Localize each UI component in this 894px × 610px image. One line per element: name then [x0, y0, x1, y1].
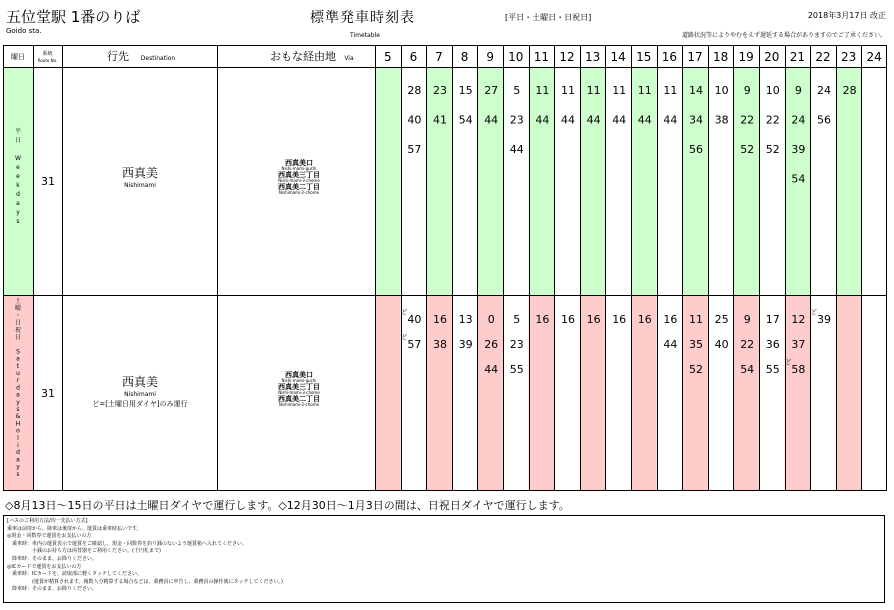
weekday-departure-minute: 24 — [817, 84, 831, 97]
holiday-via-stop-en: Nishimami-2-chome — [278, 402, 320, 407]
weekday-departure-minute: 34 — [689, 113, 703, 127]
weekday-departure-minute: 11 — [586, 84, 601, 97]
weekday-departure-minute: 44 — [535, 113, 550, 127]
page-title: 標準発車時刻表 — [310, 10, 415, 26]
holiday-day-label-char: i — [17, 442, 19, 449]
weekday-hour-highlight — [477, 67, 503, 295]
page-subtitle: Timetable — [350, 32, 380, 39]
usage-info-line: (運賃が精算されます。複数人分精算する場合などは、乗務員に申告し、乗務員の操作後にタッチしてください。) — [7, 578, 284, 585]
holiday-departure-mark: ど — [810, 309, 818, 316]
weekday-departure-minute: 15 — [458, 84, 473, 97]
weekday-departure-minute: 11 — [561, 84, 575, 97]
holiday-hour-highlight — [836, 295, 862, 491]
weekday-departure-minute: 54 — [791, 172, 806, 186]
weekday-departure-minute: 40 — [407, 113, 422, 127]
weekday-departure-minute: 11 — [612, 84, 627, 97]
holiday-departure-minute: 16 — [433, 313, 447, 326]
holiday-departure-minute: 16 — [535, 313, 550, 326]
weekday-departure-minute: 10 — [714, 84, 729, 97]
weekday-departure-minute: 44 — [561, 113, 575, 127]
header-route-en: Route No. — [37, 58, 58, 63]
weekday-departure-minute: 28 — [407, 84, 422, 97]
hour-header-17: 17 — [687, 50, 703, 64]
holiday-departure-minute: 0 — [487, 313, 495, 326]
weekday-day-label-bg — [3, 67, 33, 295]
holiday-via-stop: 西真美口 — [285, 371, 313, 379]
holiday-day-label-char: H — [15, 420, 21, 428]
holiday-departure-minute: 39 — [458, 338, 473, 351]
holiday-departure-minute: 12 — [791, 313, 806, 326]
holiday-day-label-char: d — [16, 384, 20, 392]
holiday-destination-jp: 西真美 — [121, 375, 159, 389]
holiday-departure-minute: 16 — [637, 313, 652, 326]
weekday-day-label-char: 日 — [14, 137, 22, 144]
hour-header-13: 13 — [584, 50, 601, 64]
hour-header-21: 21 — [789, 50, 806, 64]
weekday-day-label-char: e — [16, 173, 20, 180]
weekday-via-stop: 西真美二丁目 — [278, 183, 320, 191]
weekday-hour-highlight — [733, 67, 759, 295]
weekday-route-number: 31 — [41, 175, 55, 188]
usage-info-box — [3, 515, 885, 603]
header-destination-en: Destination — [140, 55, 176, 62]
holiday-via-stop: 西真美二丁目 — [278, 395, 320, 403]
holiday-departure-minute: 16 — [612, 313, 627, 326]
weekday-via-stop-en: Nishimami-2-chome — [278, 190, 320, 195]
weekday-departure-minute: 39 — [791, 143, 806, 156]
usage-info-line: 乗車時：ICカードを、読取部に軽くタッチしてください。 — [7, 571, 142, 578]
weekday-departure-minute: 5 — [513, 84, 521, 97]
weekday-day-label-char: 平 — [14, 128, 22, 135]
holiday-departure-minute: 44 — [484, 363, 499, 376]
holiday-day-label-char: 日 — [14, 334, 22, 341]
weekday-departure-minute: 44 — [637, 113, 652, 127]
weekday-departure-minute: 44 — [612, 113, 627, 127]
hour-header-20: 20 — [764, 50, 780, 64]
stop-name-romaji: Goido sta. — [6, 27, 42, 35]
weekday-day-label-char: e — [16, 164, 20, 171]
weekday-departure-minute: 54 — [458, 113, 473, 127]
hour-header-11: 11 — [533, 50, 550, 64]
weekday-departure-minute: 11 — [637, 84, 652, 97]
hour-header-19: 19 — [738, 50, 754, 64]
weekday-departure-minute: 52 — [740, 143, 755, 156]
weekday-day-label-char: a — [16, 200, 20, 207]
weekday-departure-minute: 9 — [794, 84, 802, 97]
delay-note: 道路状況等によりやむをえず遅延する場合がありますのでご了承ください。 — [681, 32, 886, 39]
weekday-departure-minute: 27 — [484, 84, 499, 97]
holiday-departure-mark: ど — [401, 309, 408, 316]
day-types-label: [平日・土曜日・日祝日] — [505, 13, 592, 22]
weekday-via-stop-en: Nishi-mami-3-chome — [278, 178, 320, 183]
usage-info-line: 乗車は前扉から、降車は後扉から、運賃は乗車時払いです。 — [7, 525, 142, 532]
hour-header-14: 14 — [610, 50, 626, 64]
hour-header-9: 9 — [486, 50, 495, 64]
holiday-departure-minute: 16 — [586, 313, 601, 326]
weekday-departure-minute: 24 — [791, 113, 806, 127]
weekday-departure-minute: 14 — [689, 84, 703, 97]
holiday-day-label-char: o — [16, 427, 20, 435]
hour-header-22: 22 — [815, 50, 831, 64]
holiday-day-label-char: 日 — [14, 319, 22, 327]
weekday-hour-highlight — [682, 67, 708, 295]
holiday-departure-minute: 55 — [765, 363, 780, 376]
holiday-via-stop-en: Nishi-mami-3-chome — [278, 390, 320, 395]
weekday-day-label-char: s — [16, 218, 20, 225]
weekday-departure-minute: 52 — [765, 143, 780, 156]
hour-header-5: 5 — [383, 50, 392, 64]
holiday-departure-minute: 13 — [458, 313, 473, 326]
holiday-via-stop: 西真美三丁目 — [278, 383, 320, 391]
holiday-day-label-char: & — [15, 413, 21, 421]
holiday-day-label-char: a — [16, 355, 20, 363]
weekday-departure-minute: 56 — [689, 143, 703, 156]
holiday-via-stop-en: Nishi-mami-guchi — [281, 378, 317, 383]
weekday-hour-highlight — [631, 67, 657, 295]
holiday-day-label-char: ・ — [14, 312, 22, 320]
holiday-departure-minute: 25 — [714, 313, 729, 326]
usage-info-line: ◎現金・回数券で運賃をお支払いの方 — [7, 533, 92, 540]
holiday-departure-minute: 38 — [433, 338, 447, 351]
holiday-day-label-char: y — [16, 463, 20, 471]
stop-name: 五位堂駅 1番のりば — [6, 8, 141, 26]
holiday-destination-en: Nishimami — [124, 391, 156, 398]
weekday-departure-minute: 44 — [663, 113, 678, 127]
weekday-departure-minute: 44 — [586, 113, 601, 127]
holiday-hour-highlight — [375, 295, 401, 491]
hour-header-6: 6 — [409, 50, 418, 64]
holiday-day-label-char: 土 — [14, 298, 22, 305]
holiday-departure-minute: 23 — [509, 338, 524, 351]
holiday-departure-minute: 36 — [765, 338, 780, 351]
weekday-via-stop-en: Nishi-mami-guchi — [281, 166, 317, 171]
holiday-departure-minute: 57 — [407, 338, 422, 351]
weekday-day-label-char: y — [16, 209, 20, 216]
holiday-day-label-char: l — [17, 434, 19, 442]
weekday-day-label-char: k — [16, 182, 20, 189]
holiday-departure-minute: 40 — [407, 313, 422, 326]
holiday-day-label-char: t — [16, 362, 20, 370]
weekday-day-label-char: d — [16, 191, 20, 198]
weekday-via-stop: 西真美三丁目 — [278, 171, 320, 179]
holiday-day-label-char: 祝 — [14, 326, 22, 334]
hour-header-23: 23 — [840, 50, 857, 64]
holiday-departure-minute: 37 — [791, 338, 806, 351]
holiday-departure-minute: 58 — [791, 363, 806, 376]
timetable-grid — [3, 45, 887, 491]
hour-header-15: 15 — [636, 50, 652, 64]
weekday-departure-minute: 11 — [535, 84, 550, 97]
weekday-departure-minute: 11 — [663, 84, 678, 97]
header-destination-jp: 行先 — [107, 50, 129, 63]
holiday-day-label-char: s — [16, 406, 20, 413]
weekday-departure-minute: 10 — [765, 84, 780, 97]
usage-info-line: 乗車時：車内の運賃表示で運賃をご確認し、現金・回数券を釣り銭のないよう運賃箱へ入れてください。 — [7, 540, 248, 547]
holiday-departure-minute: 26 — [484, 338, 499, 351]
header-day: 曜日 — [11, 53, 25, 61]
holiday-day-label-char: s — [16, 470, 20, 478]
hour-header-18: 18 — [712, 50, 729, 64]
weekday-departure-minute: 57 — [407, 143, 422, 156]
header-via-en: Via — [344, 55, 354, 62]
weekday-departure-minute: 56 — [817, 113, 831, 127]
holiday-route-number: 31 — [41, 387, 55, 400]
weekday-departure-minute: 28 — [842, 84, 857, 97]
weekday-departure-minute: 22 — [740, 113, 755, 127]
usage-info-line: 降車時：そのまま、お降りください。 — [7, 586, 98, 593]
weekday-via-stop: 西真美口 — [285, 159, 313, 167]
hour-header-7: 7 — [435, 50, 443, 64]
weekday-departure-minute: 22 — [765, 113, 780, 127]
hour-header-24: 24 — [866, 50, 882, 64]
weekday-hour-highlight — [529, 67, 555, 295]
header-via-jp: おもな経由地 — [270, 50, 336, 63]
operation-notice: ◇8月13日～15日の平日は土曜日ダイヤで運行します。◇12月30日～1月3日の間は、日祝日ダイヤで運行します。 — [5, 499, 570, 512]
weekday-departure-minute: 9 — [743, 84, 751, 97]
timetable-svg — [3, 45, 887, 491]
holiday-day-label-char: a — [16, 391, 20, 399]
holiday-day-label-char: 曜 — [14, 305, 22, 313]
weekday-hour-highlight — [426, 67, 452, 295]
usage-info-line: 降車時：そのまま、お降りください。 — [7, 556, 98, 562]
hour-header-8: 8 — [460, 50, 469, 64]
holiday-departure-minute: 22 — [740, 338, 755, 351]
usage-info-line: ◎ICカードで運賃をお支払いの方 — [7, 563, 82, 570]
holiday-day-label-char: a — [16, 456, 20, 464]
holiday-departure-minute: 44 — [663, 338, 678, 351]
holiday-departure-minute: 35 — [689, 338, 703, 351]
holiday-departure-minute: 9 — [743, 313, 751, 326]
usage-info-line: [バスのご利用方法/均一先払い方式] — [7, 518, 88, 524]
usage-info-line: 小銭のお持ち方は両替器をご利用ください。(千円札まで) — [7, 548, 161, 555]
weekday-hour-highlight — [375, 67, 401, 295]
holiday-departure-minute: 5 — [513, 313, 521, 326]
hour-header-16: 16 — [661, 50, 678, 64]
holiday-departure-minute: 55 — [509, 363, 524, 376]
holiday-departure-minute: 54 — [740, 363, 755, 376]
weekday-destination-jp: 西真美 — [121, 166, 159, 180]
holiday-departure-minute: 52 — [689, 363, 703, 376]
weekday-destination-en: Nishimami — [124, 182, 156, 189]
holiday-day-label-char: d — [16, 449, 20, 457]
weekday-departure-minute: 38 — [714, 113, 729, 127]
holiday-departure-mark: ど — [785, 359, 792, 366]
holiday-destination-note: ど=[土曜日用ダイヤ]のみ運行 — [92, 400, 188, 408]
holiday-departure-minute: 40 — [714, 338, 729, 351]
holiday-day-label-char: S — [16, 348, 20, 356]
weekday-departure-minute: 44 — [509, 143, 524, 156]
weekday-hour-highlight — [836, 67, 862, 295]
weekday-departure-minute: 23 — [433, 84, 447, 97]
header-route-jp: 系統 — [42, 51, 53, 57]
weekday-hour-highlight — [580, 67, 606, 295]
holiday-day-label-char: y — [16, 398, 20, 406]
holiday-day-label-char: r — [16, 377, 20, 385]
hour-header-10: 10 — [508, 50, 524, 64]
holiday-departure-minute: 16 — [663, 313, 678, 326]
weekday-departure-minute: 41 — [433, 113, 447, 127]
holiday-departure-minute: 17 — [765, 313, 780, 326]
weekday-departure-minute: 23 — [509, 113, 524, 127]
weekday-departure-minute: 44 — [484, 113, 499, 127]
issue-date: 2018年3月17日 改正 — [807, 11, 886, 20]
holiday-departure-minute: 39 — [817, 313, 831, 326]
holiday-departure-minute: 11 — [689, 313, 703, 326]
holiday-departure-mark: ど — [401, 334, 408, 341]
hour-header-12: 12 — [559, 50, 575, 64]
holiday-departure-minute: 16 — [561, 313, 575, 326]
weekday-day-label-char: W — [15, 155, 21, 162]
holiday-day-label-char: u — [16, 370, 20, 377]
